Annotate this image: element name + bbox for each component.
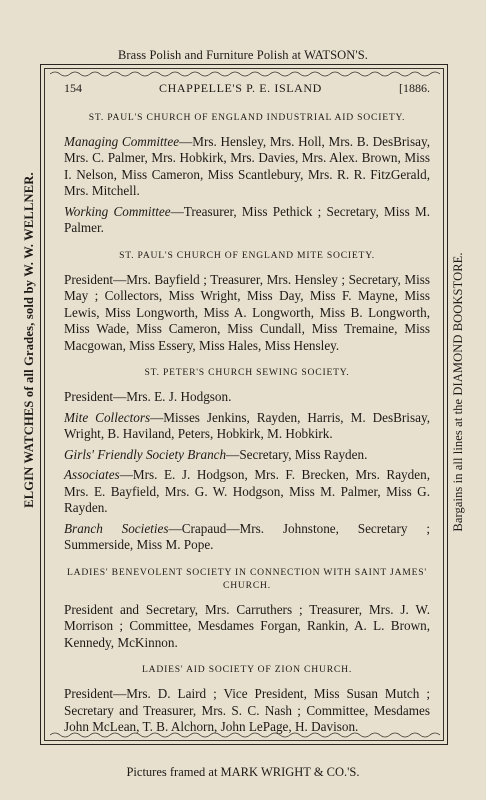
paragraph-text: President—Mrs. E. J. Hodgson.: [64, 389, 232, 404]
section-heading: LADIES' AID SOCIETY OF ZION CHURCH.: [141, 664, 353, 675]
paragraph: [64, 447, 430, 464]
paragraph-text: —Secretary, Miss Rayden.: [226, 446, 368, 462]
paragraph-label: Girls' Friendly Society Branch: [64, 446, 227, 462]
section-zion-aid-society: [64, 663, 430, 736]
running-title: CHAPPELLE'S P. E. ISLAND: [159, 81, 322, 95]
section-benevolent-society: [64, 566, 430, 652]
paragraph: [64, 389, 430, 406]
section-heading: ST. PETER'S CHURCH SEWING SOCIETY.: [144, 367, 350, 378]
section-heading: ST. PAUL'S CHURCH OF ENGLAND MITE SOCIETY.: [119, 249, 375, 261]
paragraph: [64, 410, 430, 443]
paragraph-text: —Treasurer, Miss Pethick ; Secretary, Miss M. Palmer.: [64, 203, 430, 235]
paragraph-label: Branch Societies: [64, 520, 169, 536]
paragraph: [64, 467, 430, 517]
paragraph-text: —Crapaud—Mrs. Johnstone, Secretary ; Summerside, Miss M. Pope.: [64, 520, 430, 552]
paragraph-label: Working Committee: [64, 203, 171, 219]
section-mite-society: [64, 249, 430, 355]
paragraph-label: Mite Collectors: [64, 409, 151, 425]
section-industrial-aid: [64, 111, 430, 237]
paragraph-text: President—Mrs. Bayfield ; Treasurer, Mrs. Hensley ; Secretary, Miss May ; Collectors, Miss Wright, Miss Day, Miss F. Mayne, Miss Lewis, Miss Longworth, Miss A. Longworth, Miss B. Longworth, Miss Wade, Miss Cameron, Miss Cundall, Miss Tremaine, Miss Macgowan, Miss Essery, Miss Hales, Miss Hensley.: [64, 271, 430, 353]
right-margin-advertisement: Bargains in all lines at the DIAMOND BOOKSTORE.: [451, 252, 465, 532]
paragraph: [64, 686, 430, 736]
paragraph-text: —Mrs. Hensley, Mrs. Holl, Mrs. B. DesBrisay, Mrs. C. Palmer, Mrs. Hobkirk, Mrs. Davies, Mrs. Alex. Brown, Miss I. Nelson, Miss Cameron, Miss Scantlebury, Mrs. R. R. FitzGerald, Mrs. Mitchell.: [64, 133, 430, 198]
paragraph-text: President and Secretary, Mrs. Carruthers ; Treasurer, Mrs. J. W. Morrison ; Committee, Mesdames Forgan, Rankin, A. L. Brown, Kennedy, McKinnon.: [64, 601, 430, 650]
page-content: [64, 80, 430, 748]
left-margin-advertisement: ELGIN WATCHES of all Grades, sold by W. W. WELLNER.: [22, 172, 36, 508]
section-sewing-society: [64, 366, 430, 554]
bottom-advertisement: Pictures framed at MARK WRIGHT & CO.'S.: [126, 765, 360, 779]
paragraph: [64, 134, 430, 200]
paragraph-label: Managing Committee: [64, 133, 180, 149]
top-ornament-rule: [50, 70, 440, 78]
section-heading: ST. PAUL'S CHURCH OF ENGLAND INDUSTRIAL AID SOCIETY.: [88, 111, 406, 123]
top-advertisement: Brass Polish and Furniture Polish at WATSON'S.: [117, 48, 369, 62]
paragraph: [64, 272, 430, 355]
paragraph: [64, 204, 430, 237]
running-head: [64, 80, 430, 97]
paragraph-text: —Misses Jenkins, Rayden, Harris, M. DesBrisay, Wright, B. Haviland, Peters, Hobkirk, M. Hobkirk.: [64, 409, 430, 441]
page-number: 154: [64, 81, 82, 95]
paragraph-text: President—Mrs. D. Laird ; Vice President, Miss Susan Mutch ; Secretary and Treasurer, Mrs. S. C. Nash ; Committee, Mesdames John McLean, T. B. Alchorn, John LePage, H. Davison.: [64, 686, 430, 734]
paragraph-label: Associates: [64, 467, 120, 482]
paragraph-text: —Mrs. E. J. Hodgson, Mrs. F. Brecken, Mrs. Rayden, Mrs. E. Bayfield, Mrs. G. W. Hodgson, Miss M. Palmer, Miss G. Rayden.: [64, 467, 430, 515]
paragraph: [64, 602, 430, 652]
section-heading: LADIES' BENEVOLENT SOCIETY IN CONNECTION WITH SAINT JAMES' CHURCH.: [67, 566, 427, 591]
paragraph: [64, 521, 430, 554]
running-year: [1886.: [398, 81, 430, 95]
